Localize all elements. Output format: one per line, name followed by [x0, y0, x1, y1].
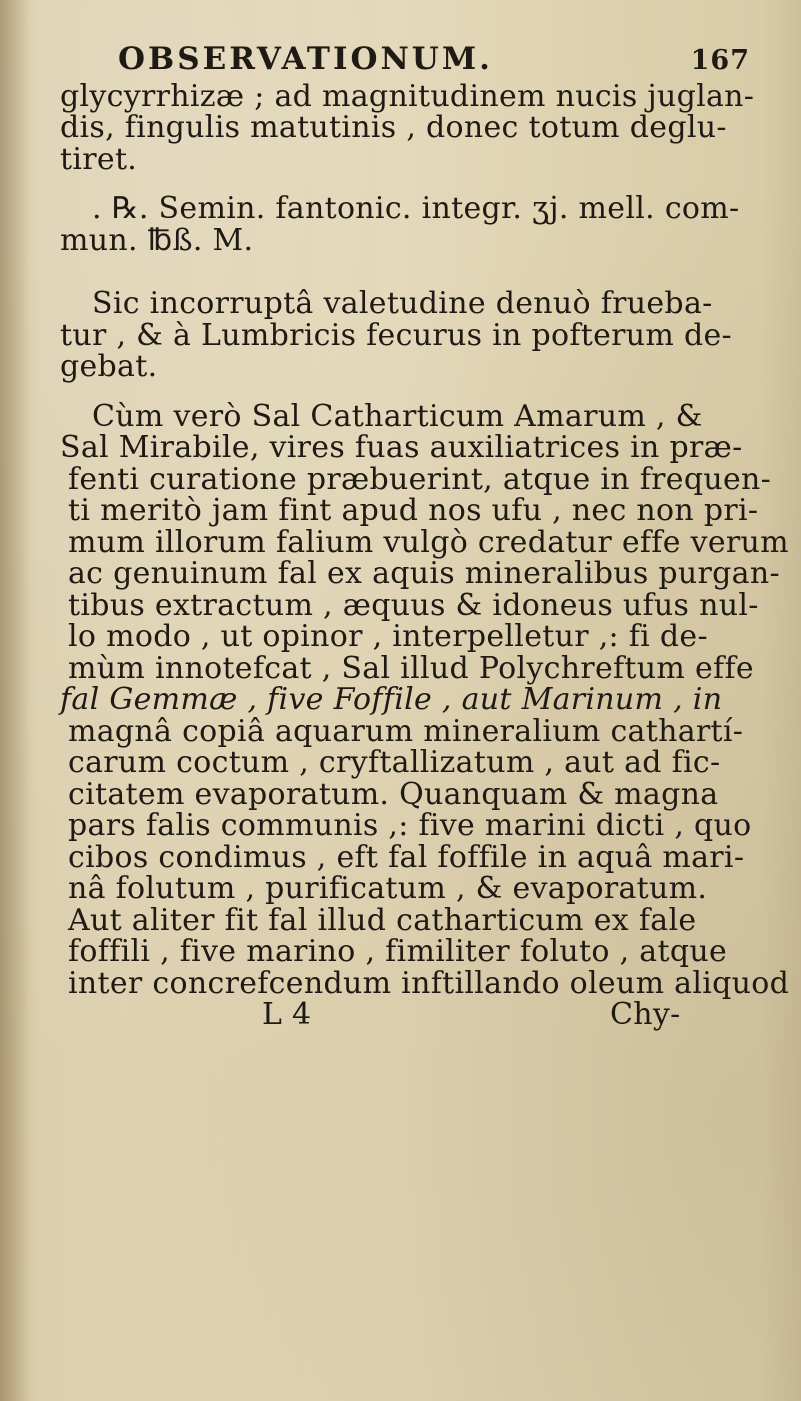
- text-line: carum coctum , cryftallizatum , aut ad fic-: [68, 745, 721, 780]
- text-line: glycyrrhizæ ; ad magnitudinem nucis juglan-: [60, 78, 755, 114]
- page-footer: [60, 999, 780, 1033]
- text-line: fenti curatione præbuerint, atque in frequen-: [68, 461, 772, 497]
- text-line: . ℞. Semin. fantonic. integr. ʒj. mell. com-: [92, 191, 740, 226]
- text-line: Sal Mirabile, vires fuas auxiliatrices in præ-: [60, 430, 743, 465]
- paragraph-4: [60, 398, 790, 1001]
- text-line: gebat.: [60, 349, 158, 384]
- running-header: [60, 41, 780, 77]
- text-line: Aut aliter fit fal illud catharticum ex fale: [68, 902, 697, 938]
- text-line: Sic incorruptâ valetudine denuò frueba-: [92, 286, 713, 321]
- paragraph-3: [60, 288, 780, 383]
- text-line: nâ folutum , purificatum , & evaporatum.: [68, 871, 708, 906]
- text-line: mun. ℔ß. M.: [60, 222, 254, 258]
- paragraph-1: [60, 78, 780, 177]
- page-number: 167: [690, 45, 750, 76]
- text-line: citatem evaporatum. Quanquam & magna: [68, 776, 719, 812]
- header-title: OBSERVATIONUM.: [118, 41, 493, 77]
- signature-mark: L 4: [262, 997, 312, 1032]
- page-gutter-shadow: [0, 0, 30, 1401]
- text-line: magnâ copiâ aquarum mineralium cathartí-: [68, 713, 744, 749]
- text-line: dis, fingulis matutinis , donec totum deglu-: [60, 110, 727, 145]
- text-line: lo modo , ut opinor , interpelletur ,: fi de-: [68, 619, 708, 654]
- text-line: pars falis communis ,: five marini dicti , quo: [68, 808, 752, 843]
- text-line: tur , & à Lumbricis fecurus in pofterum de-: [60, 317, 732, 353]
- page-text: [60, 41, 790, 1033]
- text-line: tiret.: [60, 141, 138, 177]
- text-line: Cùm verò Sal Catharticum Amarum , &: [92, 398, 703, 434]
- text-line: ti meritò jam fint apud nos ufu , nec non pri-: [68, 493, 759, 528]
- text-line: tibus extractum , æquus & idoneus ufus nul-: [68, 587, 759, 623]
- text-line: mùm innotefcat , Sal illud Polychreftum effe: [68, 650, 754, 686]
- text-line: inter concrefcendum inftillando oleum aliquod: [68, 965, 790, 1001]
- recipe-paragraph: [60, 193, 780, 256]
- text-line: cibos condimus , eft fal foffile in aquâ mari-: [68, 839, 745, 875]
- catchword: Chy-: [610, 997, 681, 1032]
- text-line: mum illorum falium vulgò credatur effe verum: [68, 524, 789, 560]
- text-line: fal Gemmæ , five Foffile , aut Marinum , in: [60, 682, 723, 717]
- text-line: foffili , five marino , fimiliter foluto , atque: [68, 934, 728, 969]
- text-line: ac genuinum fal ex aquis mineralibus purgan-: [68, 556, 780, 591]
